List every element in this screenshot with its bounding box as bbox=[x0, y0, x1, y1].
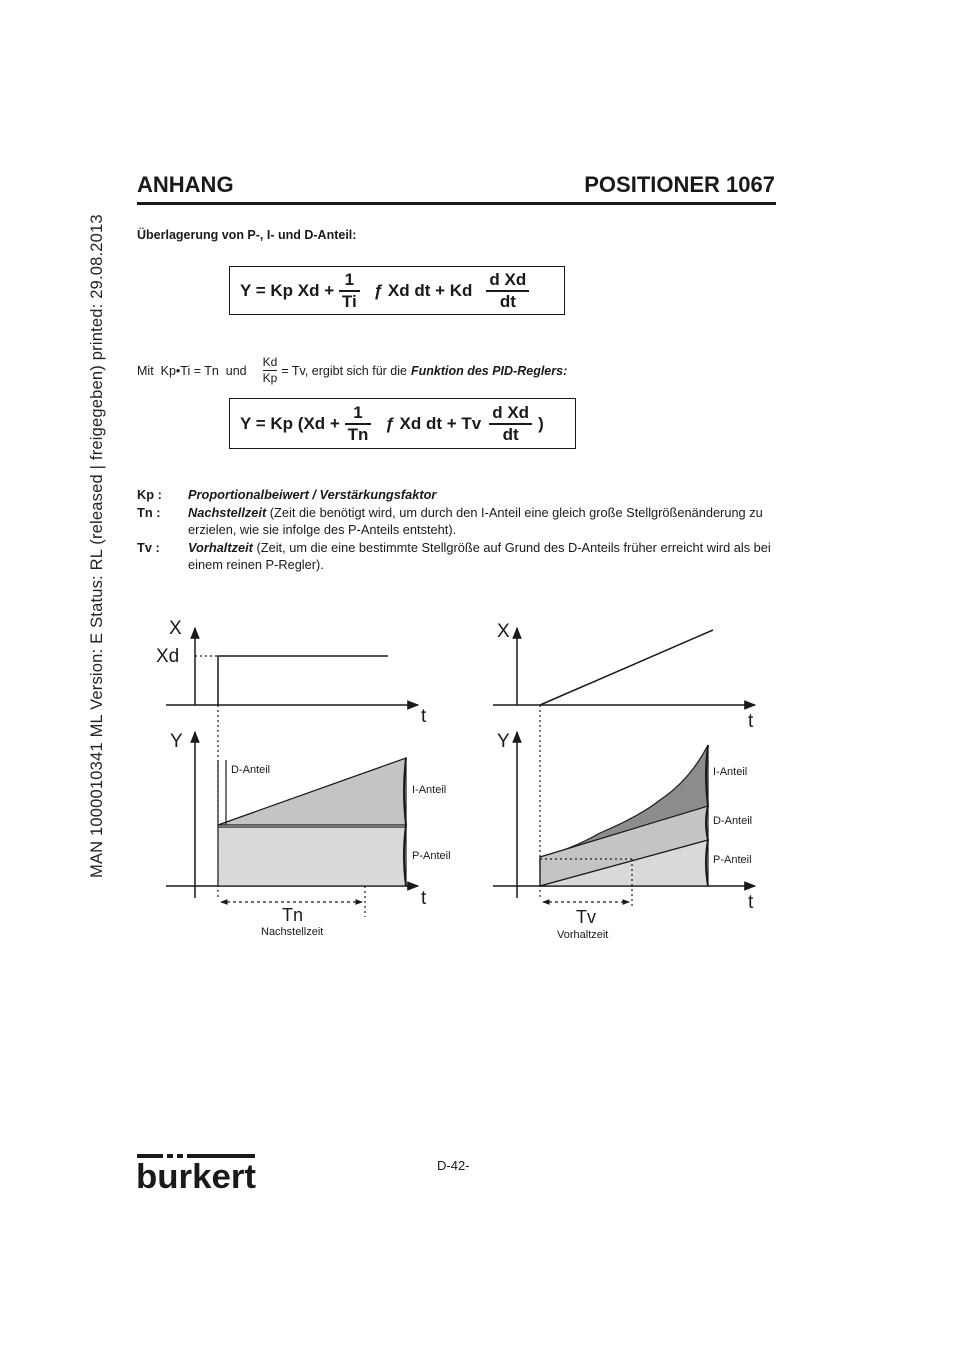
formula2-part2: ƒ Xd dt + Tv bbox=[385, 413, 482, 433]
left-tn-label: Tn bbox=[282, 905, 304, 925]
formula1-frac2-denominator: dt bbox=[499, 291, 516, 311]
section-subtitle: Überlagerung von P-, I- und D-Anteil: bbox=[137, 228, 357, 242]
right-tv-caption: Vorhaltzeit bbox=[557, 929, 609, 941]
definition-key: Tn : bbox=[137, 504, 161, 520]
left-p-anteil-label: P-Anteil bbox=[412, 850, 451, 862]
formula1-frac1-denominator: Ti bbox=[341, 291, 357, 311]
formula2-frac1-numerator: 1 bbox=[345, 403, 372, 425]
right-diagram bbox=[493, 621, 755, 941]
formula2-frac1-denominator: Tn bbox=[347, 424, 369, 444]
left-y-label: Y bbox=[170, 731, 183, 752]
kd-numerator: Kd bbox=[262, 355, 278, 369]
left-t-label-bottom: t bbox=[421, 888, 427, 909]
definition-text: (Zeit, um die eine bestimmte Stellgröße auf Grund des D-Anteils früher erreicht wird als bei einem reinen P-Regler). bbox=[188, 539, 771, 572]
left-d-anteil-label: D-Anteil bbox=[231, 764, 271, 776]
right-y-label: Y bbox=[497, 731, 510, 752]
right-p-anteil-label: P-Anteil bbox=[713, 854, 752, 866]
formula2-frac2-denominator: dt bbox=[502, 424, 519, 444]
header-product-title: POSITIONER 1067 bbox=[584, 172, 775, 197]
left-p-area bbox=[218, 827, 406, 886]
header-section-title: ANHANG bbox=[137, 172, 234, 197]
definition-term: Nachstellzeit bbox=[188, 504, 267, 520]
definition-term: Vorhaltzeit bbox=[188, 539, 253, 555]
definition-text: (Zeit die benötigt wird, um durch den I-Anteil eine gleich große Stellgrößenänderung zu erzielen, wie sie infolge des P-Anteils entsteht). bbox=[188, 504, 763, 537]
right-t-label-top: t bbox=[748, 711, 754, 732]
definition-term: Proportionalbeiwert / Verstärkungsfaktor bbox=[188, 487, 437, 502]
left-diagram bbox=[156, 618, 451, 938]
svg-text:burkert: burkert bbox=[137, 1158, 256, 1192]
kp-denominator: Kp bbox=[262, 371, 278, 385]
formula2-part1: Y = Kp (Xd + bbox=[240, 413, 345, 433]
right-d-anteil-label: D-Anteil bbox=[713, 815, 753, 827]
right-x-label: X bbox=[497, 621, 510, 642]
burkert-logo-mark bbox=[137, 1152, 259, 1192]
formula1-frac2-numerator: d Xd bbox=[486, 270, 529, 292]
mit-middle: = Tv, ergibt sich für die bbox=[281, 363, 407, 378]
definition-key: Kp : bbox=[137, 487, 162, 502]
document-status-sidebar: MAN 1000010341 ML Version: E Status: RL (released | freigegeben) printed: 29.08.2013 bbox=[88, 214, 106, 878]
mit-prefix: Mit Kp•Ti = Tn und bbox=[137, 363, 247, 378]
formula1-part1: Y = Kp Xd + bbox=[240, 280, 339, 300]
page-number: D-42- bbox=[437, 1158, 470, 1173]
left-x-label: X bbox=[169, 618, 182, 639]
right-ramp-signal bbox=[540, 630, 713, 705]
left-t-label-top: t bbox=[421, 706, 427, 727]
left-tn-caption: Nachstellzeit bbox=[261, 926, 324, 938]
formula2-close: ) bbox=[538, 413, 544, 433]
formula1-part2: ƒ Xd dt + Kd bbox=[373, 280, 473, 300]
right-tv-label: Tv bbox=[576, 907, 596, 927]
left-xd-label: Xd bbox=[156, 646, 180, 667]
right-i-anteil-label: I-Anteil bbox=[713, 766, 748, 778]
definition-key: Tv : bbox=[137, 539, 160, 555]
right-t-label-bottom: t bbox=[748, 892, 754, 913]
formula2-frac2-numerator: d Xd bbox=[489, 403, 532, 425]
formula1-frac1-numerator: 1 bbox=[339, 270, 360, 292]
left-step-signal bbox=[218, 656, 388, 705]
left-i-anteil-label: I-Anteil bbox=[412, 784, 447, 796]
burkert-logo bbox=[137, 1152, 259, 1197]
mit-emphasis: Funktion des PID-Reglers: bbox=[410, 363, 568, 378]
